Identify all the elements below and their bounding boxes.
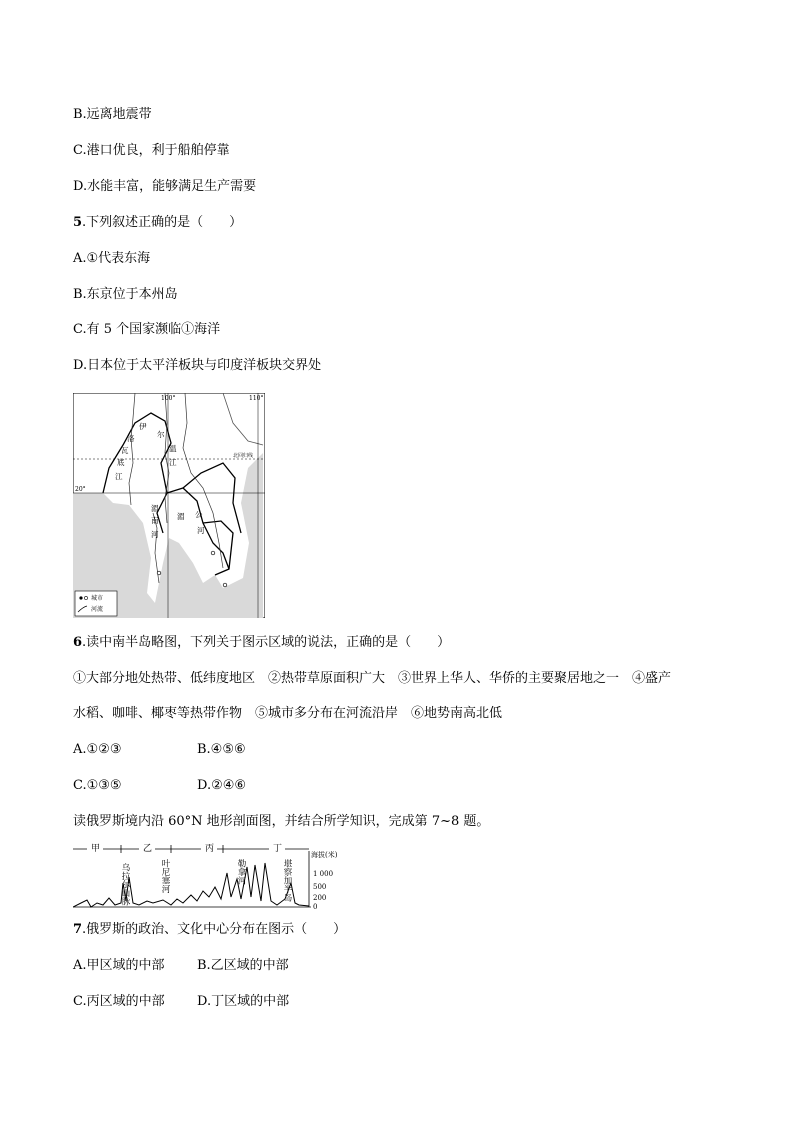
feature-label-lena: 勒拿河 — [236, 859, 246, 885]
river-label: 江 — [169, 458, 177, 467]
lat-20-label: 20° — [75, 486, 86, 493]
q7-option-c: C.丙区域的中部 — [73, 994, 165, 1009]
elevation-tick: 1 000 — [313, 870, 334, 878]
legend-city-icon — [84, 596, 87, 599]
feature-label-ural: 乌拉尔山脉 — [120, 863, 130, 906]
elevation-tick: 200 — [313, 894, 327, 902]
q6-stem — [73, 635, 450, 651]
feature-label-yenisei: 叶尼塞河 — [160, 859, 170, 893]
q7-option-d: D.丁区域的中部 — [197, 994, 290, 1009]
q7-options-row1 — [73, 958, 289, 974]
q5-option-a: A.①代表东海 — [73, 251, 151, 266]
legend-city-label: 城市 — [91, 595, 104, 602]
q6-options-row1 — [73, 742, 246, 758]
q4-option-b: B.远离地震带 — [73, 107, 152, 122]
legend-city-icon — [79, 596, 82, 599]
q7-option-b: B.乙区域的中部 — [197, 958, 289, 973]
indochina-map — [73, 393, 265, 618]
river-label: 湄 — [151, 504, 159, 513]
region-label: 甲 — [91, 844, 101, 854]
q6-option-a: A.①②③ — [73, 742, 122, 757]
river-label: 河 — [197, 526, 205, 535]
tropic-label: 北回归线 — [233, 453, 254, 459]
elevation-tick: 0 — [313, 903, 318, 911]
river-label: 瓦 — [121, 446, 129, 455]
river-label: 湄 — [177, 512, 185, 521]
q4-option-c: C.港口优良，利于船舶停靠 — [73, 143, 230, 158]
river-label: 南 — [151, 516, 159, 525]
q7-stem-text: .俄罗斯的政治、文化中心分布在图示（ ） — [82, 922, 347, 937]
q6-stem-text: .读中南半岛略图，下列关于图示区域的说法，正确的是（ ） — [82, 635, 451, 650]
q6-statements-line1: ①大部分地处热带、低纬度地区 ②热带草原面积广大 ③世界上华人、华侨的主要聚居地之一 ④盛产 — [73, 671, 672, 686]
q6-options-row2 — [73, 778, 247, 794]
lon-100-label: 100° — [161, 395, 176, 402]
river-label: 尔 — [157, 430, 165, 439]
q7-number: 7 — [73, 922, 83, 937]
region-label: 丁 — [273, 844, 283, 854]
region-label: 乙 — [143, 844, 153, 854]
q4-option-d: D.水能丰富，能够满足生产需要 — [73, 179, 257, 194]
river-label: 底 — [117, 458, 125, 467]
q6-number: 6 — [73, 635, 83, 650]
feature-labels — [120, 858, 292, 906]
q6-option-c: C.①③⑤ — [73, 778, 122, 793]
q6-option-b: B.④⑤⑥ — [197, 742, 246, 757]
elevation-tick: 500 — [313, 883, 327, 891]
feature-label-kamchatka: 堪察加半岛 — [282, 859, 292, 902]
lon-110-label: 110° — [249, 395, 264, 402]
elevation-axis-title: 海拔(米) — [311, 851, 338, 859]
q7-stem — [73, 922, 346, 938]
city-marker — [223, 583, 227, 587]
q6-statements-line2: 水稻、咖啡、椰枣等热带作物 ⑤城市多分布在河流沿岸 ⑥地势南高北低 — [73, 706, 503, 721]
q6-option-d: D.②④⑥ — [197, 778, 247, 793]
q7-options-row2 — [73, 994, 290, 1010]
river-label: 温 — [169, 444, 177, 453]
river-label: 公 — [195, 510, 203, 519]
q7-8-intro: 读俄罗斯境内沿 60°N 地形剖面图，并结合所学知识，完成第 7~8 题。 — [73, 814, 490, 829]
legend-river-label: 河流 — [91, 606, 104, 613]
terrain-profile-line — [73, 863, 309, 907]
river-label: 洛 — [127, 434, 135, 443]
river-label: 伊 — [139, 422, 147, 431]
city-marker — [211, 551, 215, 555]
russia-profile-diagram — [73, 843, 359, 911]
region-label: 丙 — [205, 844, 215, 854]
q5-option-b: B.东京位于本州岛 — [73, 287, 178, 302]
q5-stem — [73, 215, 242, 231]
city-marker — [157, 571, 161, 575]
q5-option-c: C.有 5 个国家濒临①海洋 — [73, 322, 221, 337]
q5-number: 5 — [73, 215, 83, 230]
q5-stem-text: .下列叙述正确的是（ ） — [82, 215, 243, 230]
river-label: 河 — [151, 530, 159, 539]
river-label: 江 — [115, 472, 123, 481]
q5-option-d: D.日本位于太平洋板块与印度洋板块交界处 — [73, 358, 322, 373]
q7-option-a: A.甲区域的中部 — [73, 958, 165, 973]
